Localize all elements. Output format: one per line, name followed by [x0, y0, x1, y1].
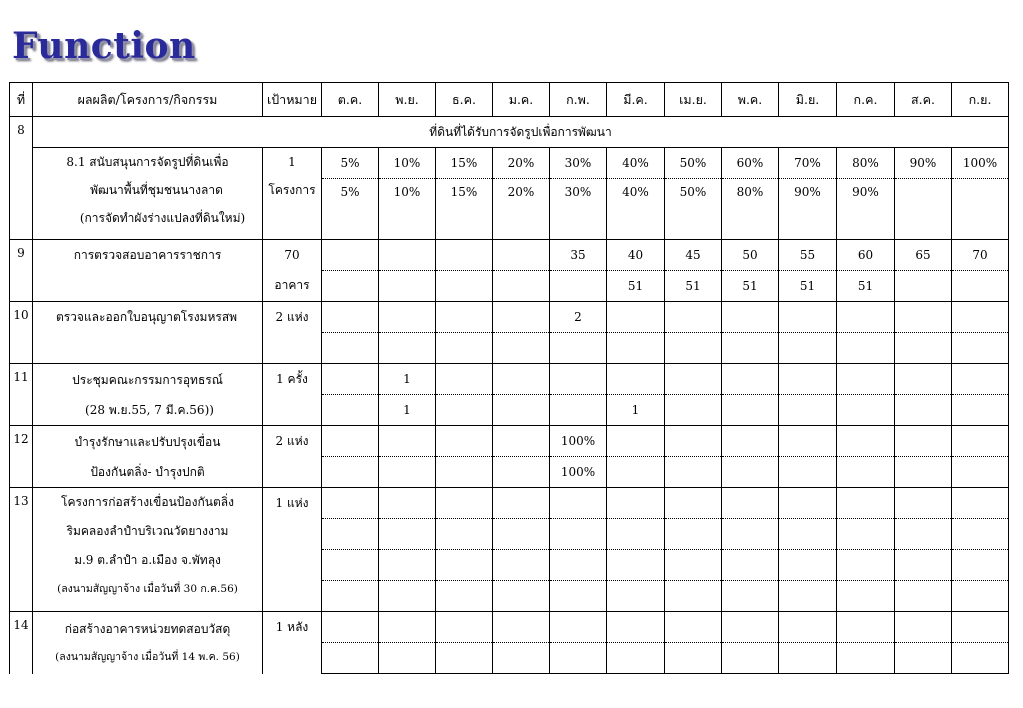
row-number: 14: [10, 612, 33, 674]
header-no: ที่: [10, 83, 33, 117]
plan-cell: 1: [379, 364, 436, 395]
header-month: พ.ย.: [379, 83, 436, 117]
plan-cell: 70%: [779, 148, 837, 179]
target: 2 แห่ง: [263, 426, 322, 488]
result-cell: [722, 550, 779, 581]
plan-cell: [436, 488, 493, 519]
item-description: [33, 426, 263, 488]
result-cell: [952, 271, 1009, 302]
plan-cell: [493, 612, 550, 643]
target: 1 หลัง: [263, 612, 322, 674]
result-cell: 30%: [550, 179, 607, 240]
result-cell: [779, 643, 837, 674]
result-cell: [722, 333, 779, 364]
item-line: (28 พ.ย.55, 7 มี.ค.56)): [85, 402, 214, 417]
plan-cell: [779, 302, 837, 333]
result-cell: [550, 333, 607, 364]
result-cell: 10%: [379, 179, 436, 240]
result-cell: [436, 457, 493, 488]
result-cell: [550, 643, 607, 674]
plan-cell: [722, 364, 779, 395]
row-number: 9: [10, 240, 33, 302]
result-cell: [895, 581, 952, 612]
result-cell: [322, 550, 379, 581]
item-description: [33, 612, 263, 674]
target: [263, 240, 322, 302]
plan-cell: [895, 612, 952, 643]
plan-cell: [952, 364, 1009, 395]
result-cell: [493, 581, 550, 612]
plan-cell: 15%: [436, 148, 493, 179]
plan-cell: [322, 488, 379, 519]
result-cell: 51: [837, 271, 895, 302]
result-cell: [379, 550, 436, 581]
result-cell: [952, 179, 1009, 240]
result-cell: [895, 643, 952, 674]
result-cell: [779, 457, 837, 488]
plan-cell: [895, 364, 952, 395]
table-row: [10, 488, 1009, 519]
plan-cell: [895, 488, 952, 519]
header-target: เป้าหมาย: [263, 83, 322, 117]
result-cell: [436, 271, 493, 302]
plan-cell: [722, 488, 779, 519]
result-cell: [952, 519, 1009, 550]
item-line: (การจัดทำผังร่างแปลงที่ดินใหม่): [79, 211, 246, 225]
result-cell: [722, 519, 779, 550]
plan-cell: 40: [607, 240, 665, 271]
result-cell: [550, 581, 607, 612]
plan-cell: 2: [550, 302, 607, 333]
item-description: [33, 488, 263, 612]
result-cell: [493, 395, 550, 426]
plan-cell: [665, 302, 722, 333]
result-cell: [322, 271, 379, 302]
target: 1 ครั้ง: [263, 364, 322, 426]
plan-cell: [550, 488, 607, 519]
plan-cell: [436, 612, 493, 643]
item-line: (ลงนามสัญญาจ้าง เมื่อวันที่ 30 ก.ค.56): [57, 583, 238, 595]
plan-cell: 50: [722, 240, 779, 271]
item-line: โครงการก่อสร้างเขื่อนป้องกันตลิ่ง: [61, 495, 234, 509]
result-cell: 51: [722, 271, 779, 302]
item-line: ป้องกันตลิ่ง- บำรุงปกติ: [90, 464, 205, 479]
result-cell: [322, 457, 379, 488]
plan-cell: [322, 426, 379, 457]
plan-cell: [779, 612, 837, 643]
result-cell: [550, 519, 607, 550]
item-description: [33, 148, 263, 240]
result-cell: [322, 643, 379, 674]
item-description: ตรวจและออกใบอนุญาตโรงมหรสพ: [33, 302, 263, 364]
result-cell: [779, 519, 837, 550]
plan-cell: 35: [550, 240, 607, 271]
plan-cell: [665, 612, 722, 643]
plan-cell: [837, 302, 895, 333]
plan-cell: [436, 302, 493, 333]
item-description: [33, 364, 263, 426]
item-description: การตรวจสอบอาคารราชการ: [33, 240, 263, 302]
result-cell: [665, 457, 722, 488]
result-cell: [895, 179, 952, 240]
item-line: ประชุมคณะกรรมการอุทธรณ์: [72, 372, 223, 387]
result-cell: [493, 333, 550, 364]
plan-cell: [379, 302, 436, 333]
item-line: 8.1 สนับสนุนการจัดรูปที่ดินเพื่อ: [66, 155, 229, 169]
plan-cell: [436, 240, 493, 271]
plan-cell: 60: [837, 240, 895, 271]
result-cell: [379, 271, 436, 302]
result-cell: [952, 457, 1009, 488]
plan-cell: [895, 426, 952, 457]
plan-cell: [493, 364, 550, 395]
result-cell: [895, 271, 952, 302]
plan-cell: [607, 426, 665, 457]
plan-cell: [607, 364, 665, 395]
result-cell: [322, 395, 379, 426]
header-month: พ.ค.: [722, 83, 779, 117]
plan-cell: [322, 240, 379, 271]
plan-cell: [952, 612, 1009, 643]
result-cell: [837, 550, 895, 581]
plan-cell: [493, 302, 550, 333]
result-cell: [665, 395, 722, 426]
result-cell: [550, 271, 607, 302]
result-cell: [607, 581, 665, 612]
result-cell: [837, 395, 895, 426]
plan-cell: 50%: [665, 148, 722, 179]
plan-cell: [837, 488, 895, 519]
plan-cell: [493, 240, 550, 271]
plan-cell: 65: [895, 240, 952, 271]
plan-cell: [607, 488, 665, 519]
table-row: [10, 364, 1009, 395]
target-line: โครงการ: [268, 183, 316, 197]
plan-cell: [322, 364, 379, 395]
header-month: ส.ค.: [895, 83, 952, 117]
plan-cell: 10%: [379, 148, 436, 179]
result-cell: [493, 550, 550, 581]
plan-cell: [322, 612, 379, 643]
result-cell: [493, 271, 550, 302]
plan-cell: [322, 302, 379, 333]
header-item: ผลผลิต/โครงการ/กิจกรรม: [33, 83, 263, 117]
table-row: [10, 117, 1009, 148]
result-cell: 1: [379, 395, 436, 426]
result-cell: [550, 550, 607, 581]
table-row: [10, 240, 1009, 271]
work-plan-table: [9, 82, 1009, 674]
result-cell: 5%: [322, 179, 379, 240]
header-month: ก.ค.: [837, 83, 895, 117]
result-cell: [493, 519, 550, 550]
result-cell: [722, 457, 779, 488]
row-number: 12: [10, 426, 33, 488]
result-cell: [493, 457, 550, 488]
plan-cell: [837, 612, 895, 643]
result-cell: 20%: [493, 179, 550, 240]
result-cell: [952, 643, 1009, 674]
header-month: มี.ค.: [607, 83, 665, 117]
target-line: 1: [288, 155, 296, 169]
result-cell: 1: [607, 395, 665, 426]
plan-cell: [722, 302, 779, 333]
result-cell: 80%: [722, 179, 779, 240]
result-cell: [436, 581, 493, 612]
target: [263, 148, 322, 240]
result-cell: [895, 333, 952, 364]
result-cell: [779, 395, 837, 426]
result-cell: [722, 643, 779, 674]
plan-cell: 55: [779, 240, 837, 271]
result-cell: [837, 457, 895, 488]
item-line: ก่อสร้างอาคารหน่วยทดสอบวัสดุ: [64, 621, 231, 636]
plan-cell: [550, 612, 607, 643]
result-cell: [952, 333, 1009, 364]
header-month: ต.ค.: [322, 83, 379, 117]
result-cell: [379, 457, 436, 488]
result-cell: [665, 519, 722, 550]
plan-cell: [550, 364, 607, 395]
result-cell: [779, 333, 837, 364]
target: 2 แห่ง: [263, 302, 322, 364]
result-cell: [895, 550, 952, 581]
plan-cell: 90%: [895, 148, 952, 179]
result-cell: 100%: [550, 457, 607, 488]
result-cell: [952, 395, 1009, 426]
plan-cell: [779, 364, 837, 395]
plan-cell: [952, 488, 1009, 519]
result-cell: [607, 519, 665, 550]
result-cell: [322, 581, 379, 612]
result-cell: [837, 643, 895, 674]
plan-cell: [722, 612, 779, 643]
plan-cell: [952, 426, 1009, 457]
result-cell: 40%: [607, 179, 665, 240]
plan-cell: 60%: [722, 148, 779, 179]
plan-cell: [436, 364, 493, 395]
plan-cell: [607, 302, 665, 333]
header-row: [10, 83, 1009, 117]
result-cell: 90%: [779, 179, 837, 240]
result-cell: [607, 333, 665, 364]
plan-cell: 80%: [837, 148, 895, 179]
result-cell: [436, 550, 493, 581]
result-cell: [493, 643, 550, 674]
result-cell: 15%: [436, 179, 493, 240]
plan-cell: [665, 364, 722, 395]
result-cell: 51: [665, 271, 722, 302]
result-cell: 90%: [837, 179, 895, 240]
result-cell: [952, 550, 1009, 581]
item-line: ม.9 ต.ลำปำ อ.เมือง จ.พัทลุง: [74, 553, 221, 567]
result-cell: [837, 581, 895, 612]
result-cell: [436, 333, 493, 364]
plan-cell: [895, 302, 952, 333]
plan-cell: [837, 364, 895, 395]
plan-cell: [779, 426, 837, 457]
result-cell: [779, 581, 837, 612]
header-month: ก.ย.: [952, 83, 1009, 117]
result-cell: [665, 333, 722, 364]
plan-cell: [379, 240, 436, 271]
header-month: เม.ย.: [665, 83, 722, 117]
result-cell: [379, 519, 436, 550]
result-cell: [837, 333, 895, 364]
result-cell: [436, 643, 493, 674]
row-number: 13: [10, 488, 33, 612]
result-cell: [550, 395, 607, 426]
target-line: 70: [284, 248, 300, 262]
item-line: บำรุงรักษาและปรับปรุงเขื่อน: [74, 434, 221, 449]
result-cell: [322, 333, 379, 364]
result-cell: [722, 581, 779, 612]
result-cell: [379, 333, 436, 364]
plan-cell: [665, 426, 722, 457]
plan-cell: [493, 426, 550, 457]
result-cell: [952, 581, 1009, 612]
plan-cell: [779, 488, 837, 519]
header-month: มิ.ย.: [779, 83, 837, 117]
row-number: 11: [10, 364, 33, 426]
header-month: ก.พ.: [550, 83, 607, 117]
page-title: Function: [12, 25, 196, 67]
plan-cell: [665, 488, 722, 519]
plan-cell: 30%: [550, 148, 607, 179]
result-cell: [436, 395, 493, 426]
result-cell: 51: [607, 271, 665, 302]
result-cell: [895, 457, 952, 488]
result-cell: [665, 643, 722, 674]
result-cell: [607, 457, 665, 488]
result-cell: [607, 550, 665, 581]
section-title: ที่ดินที่ได้รับการจัดรูปเพื่อการพัฒนา: [33, 117, 1009, 148]
result-cell: [779, 550, 837, 581]
result-cell: [607, 643, 665, 674]
table-row: [10, 148, 1009, 179]
item-line: (ลงนามสัญญาจ้าง เมื่อวันที่ 14 พ.ค. 56): [55, 650, 240, 663]
plan-cell: 5%: [322, 148, 379, 179]
header-month: ธ.ค.: [436, 83, 493, 117]
result-cell: [665, 550, 722, 581]
target: 1 แห่ง: [263, 488, 322, 612]
plan-cell: [493, 488, 550, 519]
result-cell: [722, 395, 779, 426]
result-cell: [895, 519, 952, 550]
plan-cell: 45: [665, 240, 722, 271]
plan-cell: [607, 612, 665, 643]
plan-cell: [837, 426, 895, 457]
plan-cell: 20%: [493, 148, 550, 179]
item-line: ริมคลองลำปำบริเวณวัดยางงาม: [66, 524, 229, 538]
plan-cell: 70: [952, 240, 1009, 271]
result-cell: [379, 581, 436, 612]
result-cell: 50%: [665, 179, 722, 240]
plan-cell: [379, 426, 436, 457]
plan-cell: [722, 426, 779, 457]
item-line: พัฒนาพื้นที่ชุมชนนางลาด: [90, 183, 223, 197]
table-row: [10, 612, 1009, 643]
result-cell: [895, 395, 952, 426]
header-month: ม.ค.: [493, 83, 550, 117]
table-row: [10, 426, 1009, 457]
result-cell: [837, 519, 895, 550]
plan-cell: 100%: [550, 426, 607, 457]
plan-cell: 40%: [607, 148, 665, 179]
row-number: 10: [10, 302, 33, 364]
plan-cell: [436, 426, 493, 457]
result-cell: [322, 519, 379, 550]
result-cell: [379, 643, 436, 674]
plan-cell: [379, 612, 436, 643]
plan-cell: [952, 302, 1009, 333]
result-cell: [665, 581, 722, 612]
target-line: อาคาร: [274, 278, 310, 292]
table-row: [10, 302, 1009, 333]
result-cell: [436, 519, 493, 550]
plan-cell: 100%: [952, 148, 1009, 179]
row-number: 8: [10, 117, 33, 240]
result-cell: 51: [779, 271, 837, 302]
plan-cell: [379, 488, 436, 519]
